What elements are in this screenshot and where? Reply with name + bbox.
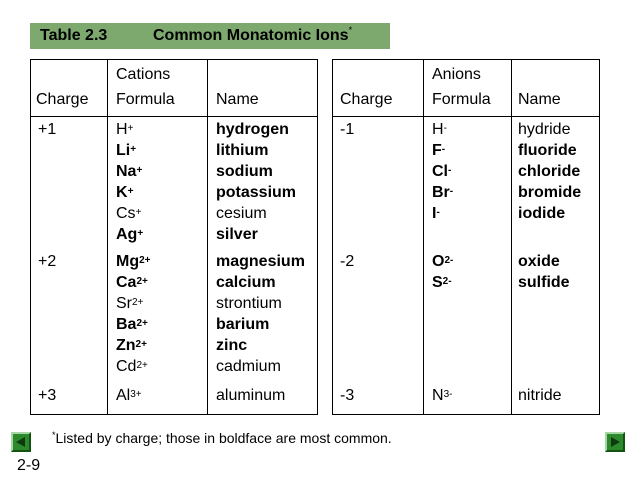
ion-charge-superscript: 2+ <box>136 276 148 287</box>
cations-charge-header: Charge <box>36 91 89 108</box>
anions-formula <box>432 119 447 140</box>
ion-charge-superscript: 2+ <box>135 339 147 350</box>
ion-charge-superscript: - <box>449 186 454 197</box>
anions-formula <box>432 140 445 161</box>
anions-formula <box>432 203 440 224</box>
ion-symbol: Ca <box>116 274 137 291</box>
ion-symbol: S <box>432 274 443 291</box>
cations-ion-name: aluminum <box>216 387 286 404</box>
ion-symbol: Mg <box>116 253 140 270</box>
anions-group-header: Anions <box>432 66 481 83</box>
divider <box>107 60 108 414</box>
cations-charge: +2 <box>38 253 57 270</box>
table-title-text: Common Monatomic Ions <box>153 27 349 44</box>
ion-symbol: Ba <box>116 316 137 333</box>
ion-charge-superscript: 2- <box>444 255 454 266</box>
anions-table <box>332 59 600 415</box>
ion-charge-superscript: + <box>136 165 143 176</box>
anions-ion-name: hydride <box>518 121 571 138</box>
cations-formula <box>116 224 143 245</box>
anions-ion-name: nitride <box>518 387 562 404</box>
cations-ion-name: magnesium <box>216 253 305 270</box>
anions-formula-header: Formula <box>432 91 491 108</box>
cations-formula <box>116 356 148 377</box>
cations-ion-name: strontium <box>216 295 282 312</box>
ion-charge-superscript: + <box>127 123 134 134</box>
table-title-bar <box>30 23 390 49</box>
cations-ion-name: silver <box>216 226 258 243</box>
anions-formula <box>432 272 452 293</box>
anions-ion-name: iodide <box>518 205 566 222</box>
ion-charge-superscript: + <box>137 228 144 239</box>
divider <box>511 60 512 414</box>
ion-charge-superscript: 2+ <box>136 360 148 371</box>
cations-formula <box>116 140 136 161</box>
cations-ion-name: barium <box>216 316 270 333</box>
cations-formula <box>116 182 133 203</box>
cations-charge: +1 <box>38 121 57 138</box>
anions-formula <box>432 385 452 406</box>
anions-charge: -1 <box>340 121 355 138</box>
previous-slide-button[interactable] <box>11 432 31 452</box>
anions-ion-name: fluoride <box>518 142 577 159</box>
cations-ion-name: hydrogen <box>216 121 289 138</box>
ion-symbol: Cl <box>432 163 448 180</box>
cations-charge: +3 <box>38 387 57 404</box>
header-divider <box>333 116 599 117</box>
title-footnote-mark: * <box>348 25 353 35</box>
ion-symbol: Na <box>116 163 137 180</box>
anions-charge-header: Charge <box>340 91 393 108</box>
cations-formula <box>116 119 133 140</box>
anions-ion-name: bromide <box>518 184 582 201</box>
ion-symbol: Zn <box>116 337 136 354</box>
cations-ion-name: potassium <box>216 184 297 201</box>
ion-charge-superscript: 3- <box>443 389 453 400</box>
cations-formula <box>116 335 147 356</box>
ion-symbol: K <box>116 184 128 201</box>
ion-symbol: Cs <box>116 205 136 222</box>
cations-table <box>30 59 318 415</box>
ion-symbol: O <box>432 253 445 270</box>
cations-ion-name: zinc <box>216 337 248 354</box>
ion-charge-superscript: 2+ <box>132 297 144 308</box>
triangle-right-icon <box>609 436 621 448</box>
ion-charge-superscript: 2+ <box>139 255 151 266</box>
ion-symbol: Br <box>432 184 450 201</box>
cations-formula <box>116 293 143 314</box>
ion-charge-superscript: 3+ <box>130 389 142 400</box>
cations-group-header: Cations <box>116 66 171 83</box>
ion-symbol: Sr <box>116 295 132 312</box>
cations-ion-name: cadmium <box>216 358 281 375</box>
anions-name-header: Name <box>518 91 561 108</box>
anions-ion-name: chloride <box>518 163 581 180</box>
ion-symbol: Al <box>116 387 131 404</box>
cations-name-header: Name <box>216 91 259 108</box>
ion-symbol: Ag <box>116 226 138 243</box>
ion-charge-superscript: 2+ <box>136 318 148 329</box>
ion-symbol: H <box>432 121 444 138</box>
cations-formula-header: Formula <box>116 91 175 108</box>
ion-symbol: Cd <box>116 358 137 375</box>
cations-ion-name: calcium <box>216 274 276 291</box>
ion-charge-superscript: 2- <box>442 276 452 287</box>
divider <box>423 60 424 414</box>
footnote-text: Listed by charge; those in boldface are most common. <box>55 430 392 446</box>
cations-formula <box>116 161 142 182</box>
footnote <box>52 430 392 446</box>
ion-charge-superscript: - <box>448 165 452 176</box>
ion-charge-superscript: - <box>436 207 440 218</box>
anions-charge: -3 <box>340 387 355 404</box>
anions-formula <box>432 161 451 182</box>
header-divider <box>31 116 317 117</box>
ion-charge-superscript: + <box>127 186 134 197</box>
ion-charge-superscript: + <box>130 144 137 155</box>
anions-charge: -2 <box>340 253 355 270</box>
ion-symbol: F <box>432 142 442 159</box>
cations-ion-name: sodium <box>216 163 273 180</box>
cations-ion-name: lithium <box>216 142 269 159</box>
ion-symbol: I <box>432 205 437 222</box>
triangle-left-icon <box>15 436 27 448</box>
ion-symbol: H <box>116 121 128 138</box>
cations-formula <box>116 251 151 272</box>
ion-symbol: N <box>432 387 444 404</box>
table-title <box>153 27 352 45</box>
table-number: Table 2.3 <box>40 27 108 44</box>
cations-formula <box>116 314 148 335</box>
cations-formula <box>116 203 141 224</box>
ion-charge-superscript: - <box>441 144 446 155</box>
anions-ion-name: oxide <box>518 253 560 270</box>
cations-formula <box>116 272 148 293</box>
next-slide-button[interactable] <box>605 432 625 452</box>
anions-ion-name: sulfide <box>518 274 570 291</box>
anions-formula <box>432 251 453 272</box>
divider <box>207 60 208 414</box>
slide-number: 2-9 <box>17 457 41 474</box>
ion-charge-superscript: - <box>443 123 447 134</box>
ion-symbol: Li <box>116 142 131 159</box>
ion-charge-superscript: + <box>135 207 142 218</box>
anions-formula <box>432 182 453 203</box>
footnote-mark: * <box>52 430 56 440</box>
cations-ion-name: cesium <box>216 205 267 222</box>
cations-formula <box>116 385 142 406</box>
